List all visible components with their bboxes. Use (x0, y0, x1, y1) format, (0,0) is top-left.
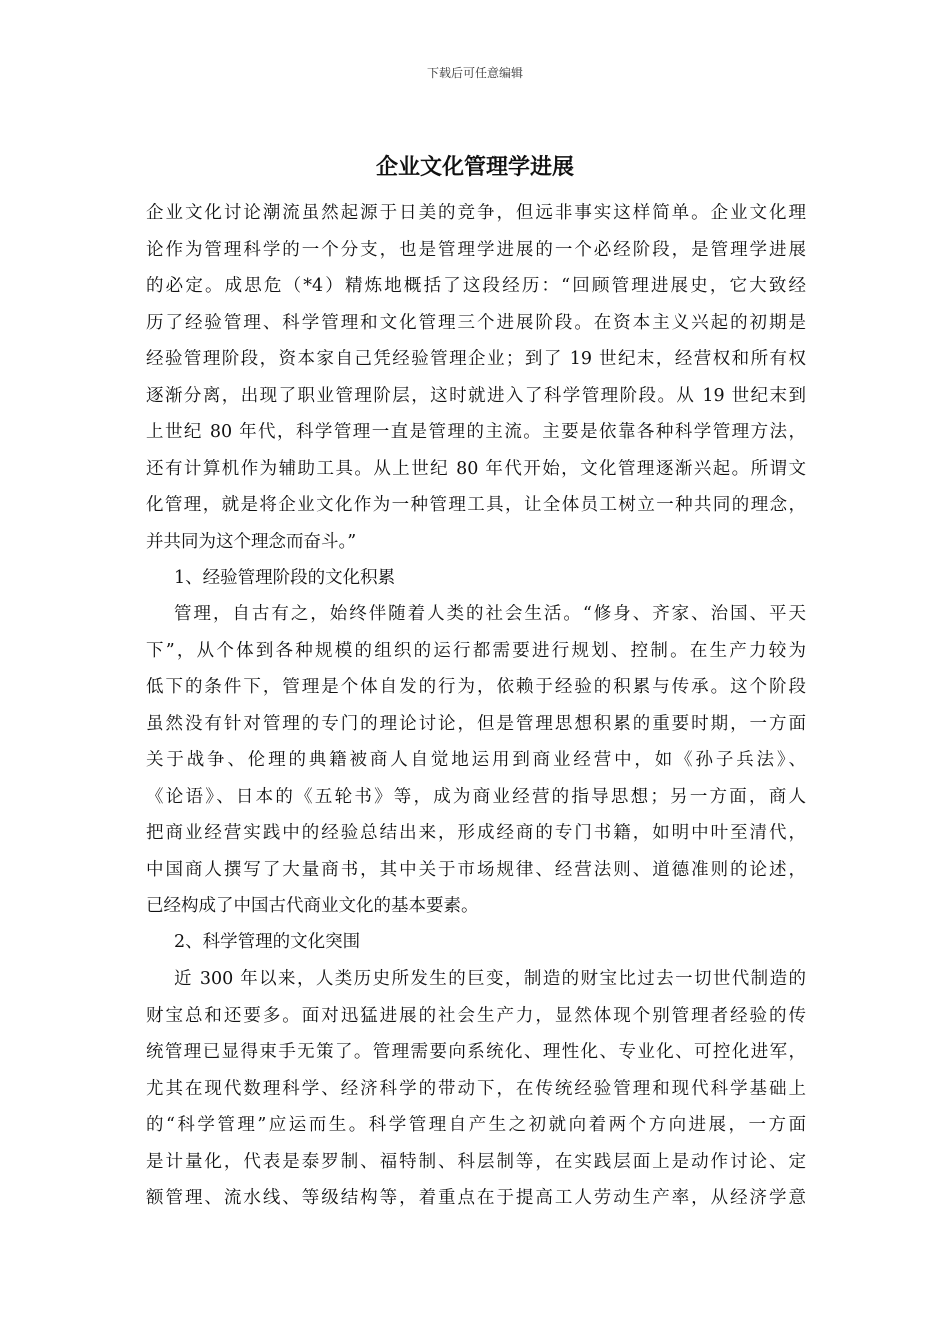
body-line: 把商业经营实践中的经验总结出来，形成经商的专门书籍，如明中叶至清代， (146, 823, 806, 843)
body-line: 经验管理阶段，资本家自己凭经验管理企业；到了 19 世纪末，经营权和所有权 (146, 349, 806, 369)
body-line: 《论语》、日本的《五轮书》等，成为商业经营的指导思想；另一方面，商人 (146, 787, 806, 807)
section-heading: 1、经验管理阶段的文化积累 (174, 568, 396, 588)
body-line: 管理，自古有之，始终伴随着人类的社会生活。“修身、齐家、治国、平天 (174, 604, 806, 624)
body-line: 企业文化讨论潮流虽然起源于日美的竞争，但远非事实这样简单。企业文化理 (146, 203, 806, 223)
body-line: 尤其在现代数理科学、经济科学的带动下，在传统经验管理和现代科学基础上 (146, 1079, 806, 1099)
body-line: 的必定。成思危（*4）精炼地概括了这段经历：“回顾管理进展史，它大致经 (146, 276, 806, 296)
body-line: 统管理已显得束手无策了。管理需要向系统化、理性化、专业化、可控化进军， (146, 1042, 806, 1062)
body-line: 关于战争、伦理的典籍被商人自觉地运用到商业经营中，如《孙子兵法》、 (146, 750, 806, 770)
body-line: 中国商人撰写了大量商书，其中关于市场规律、经营法则、道德准则的论述， (146, 860, 806, 880)
body-line: 虽然没有针对管理的专门的理论讨论，但是管理思想积累的重要时期，一方面 (146, 714, 806, 734)
body-line: 逐渐分离，出现了职业管理阶层，这时就进入了科学管理阶段。从 19 世纪末到 (146, 386, 806, 406)
body-line: 是计量化，代表是泰罗制、福特制、科层制等，在实践层面上是动作讨论、定 (146, 1152, 806, 1172)
body-line: 上世纪 80 年代，科学管理一直是管理的主流。主要是依靠各种科学管理方法， (146, 422, 806, 442)
section-heading: 2、科学管理的文化突围 (174, 932, 361, 952)
body-line: 已经构成了中国古代商业文化的基本要素。 (146, 896, 479, 916)
body-line: 的“科学管理”应运而生。科学管理自产生之初就向着两个方向进展，一方面 (146, 1115, 806, 1135)
body-line: 近 300 年以来，人类历史所发生的巨变，制造的财宝比过去一切世代制造的 (174, 969, 806, 989)
body-line: 低下的条件下，管理是个体自发的行为，依赖于经验的积累与传承。这个阶段 (146, 677, 806, 697)
body-line: 并共同为这个理念而奋斗。” (146, 532, 357, 552)
body-line: 化管理，就是将企业文化作为一种管理工具，让全体员工树立一种共同的理念， (146, 495, 806, 515)
body-line: 还有计算机作为辅助工具。从上世纪 80 年代开始，文化管理逐渐兴起。所谓文 (146, 459, 806, 479)
body-line: 下”，从个体到各种规模的组织的运行都需要进行规划、控制。在生产力较为 (146, 641, 806, 661)
document-title: 企业文化管理学进展 (375, 154, 574, 180)
body-line: 历了经验管理、科学管理和文化管理三个进展阶段。在资本主义兴起的初期是 (146, 313, 806, 333)
body-line: 论作为管理科学的一个分支，也是管理学进展的一个必经阶段，是管理学进展 (146, 240, 806, 260)
body-line: 财宝总和还要多。面对迅猛进展的社会生产力，显然体现个别管理者经验的传 (146, 1006, 806, 1026)
header-note: 下载后可任意编辑 (426, 66, 523, 80)
body-line: 额管理、流水线、等级结构等，着重点在于提高工人劳动生产率，从经济学意 (146, 1188, 806, 1208)
